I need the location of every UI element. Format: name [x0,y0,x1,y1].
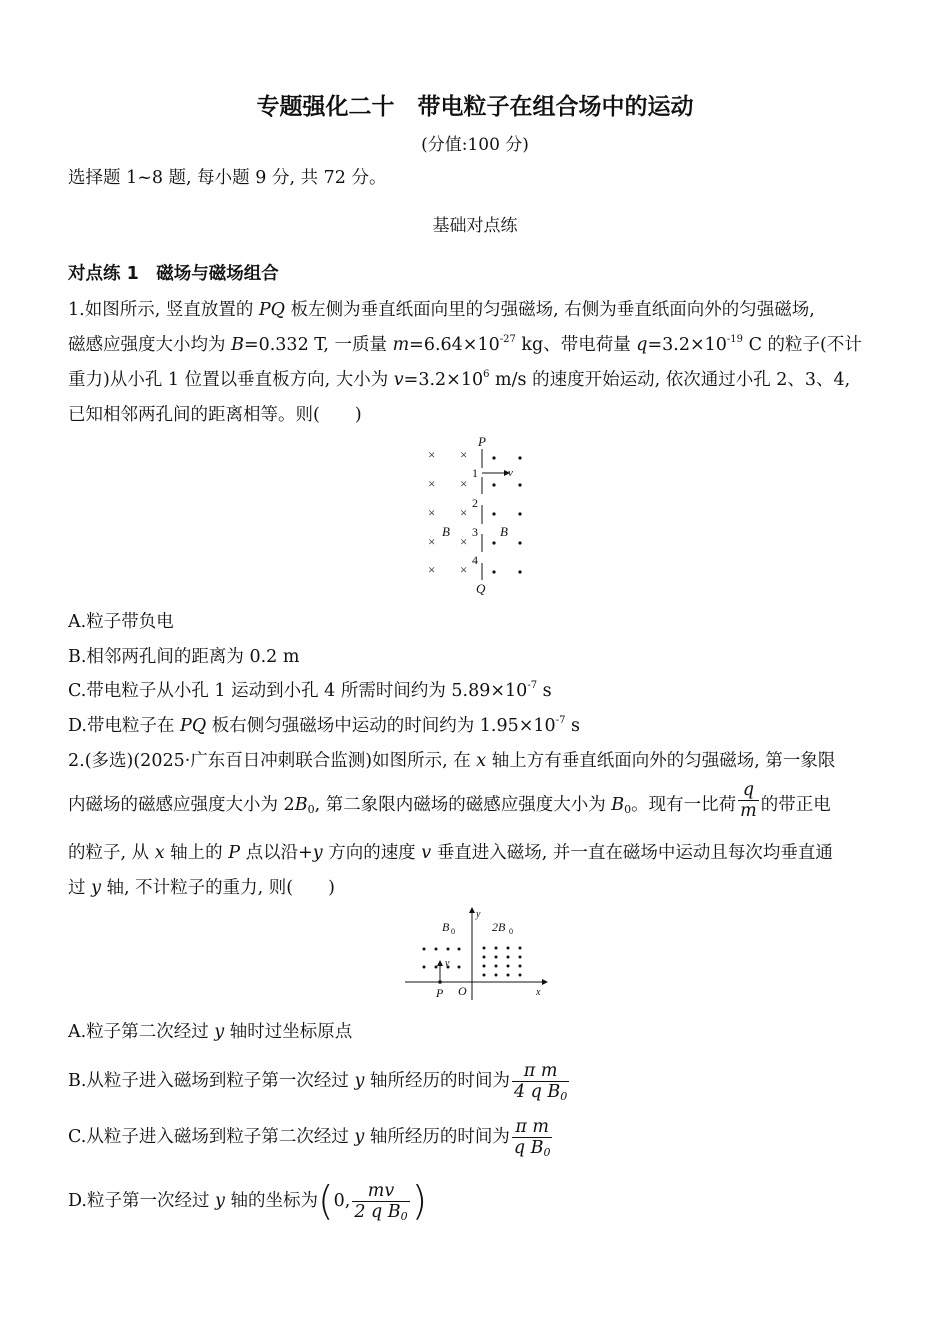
label-B0: B [442,920,450,934]
hole-label-3: 3 [472,525,478,539]
q1-option-d: D.带电粒子在 PQ 板右侧匀强磁场中运动的时间约为 $1.95\times 10^{-7}$ s [68,715,580,736]
dot-mark [519,947,522,950]
q2-option-b: B.从粒子进入磁场到粒子第一次经过 y 轴所经历的时间为 $\frac{\text{π m}}{4 q B_0}$ [68,1061,568,1103]
cross-mark: × [428,447,436,462]
q1-option-a: A.粒子带负电 [68,612,174,632]
practice-heading: 对点练 1 磁场与磁场组合 [68,264,279,284]
cross-mark: × [460,447,468,462]
q1-line2: 磁感应强度大小均为 B=0.332 T, 一质量 $m=6.64\times 10^{-27}$ kg、带电荷量 $q=3.2\times 10^{-19}$ C 的粒子(不计 [68,334,862,355]
q2-line1: 2.(多选)(2025·广东百日冲刺联合监测)如图所示, 在 x 轴上方有垂直纸面向外的匀强磁场, 第一象限 [68,751,836,771]
dot-mark [518,570,521,573]
dot-mark [518,483,521,486]
cross-mark: × [460,505,468,520]
q2-figure [400,905,550,1005]
dot-mark [483,965,486,968]
dot-mark [507,947,510,950]
dot-mark [435,948,438,951]
y-arrowhead [469,907,475,913]
hole-label-2: 2 [472,496,478,510]
hole-label-4: 4 [472,553,478,567]
cross-mark: × [428,534,436,549]
label-v: v [445,958,450,969]
dot-mark [423,966,426,969]
label-P: P [478,434,486,449]
dot-mark [519,965,522,968]
q2-line4: 过 y 轴, 不计粒子的重力, 则( ) [68,878,335,898]
dot-mark [483,974,486,977]
label-B-left: B [442,524,450,539]
dot-mark [458,966,461,969]
section-heading: 基础对点练 [432,216,518,236]
label-B-right: B [500,524,508,539]
label-v: v [508,467,513,479]
point-P [438,980,442,984]
label-Q: Q [476,581,486,596]
dot-mark [435,966,438,969]
dot-mark [519,956,522,959]
dot-mark [492,483,495,486]
dot-mark [492,456,495,459]
dot-mark [492,512,495,515]
dot-mark [507,956,510,959]
q2-option-a: A.粒子第二次经过 y 轴时过坐标原点 [68,1022,353,1042]
dot-mark [495,947,498,950]
q1-line1: 1.如图所示, 竖直放置的 PQ 板左侧为垂直纸面向里的匀强磁场, 右侧为垂直纸面向外的匀强磁场, [68,300,815,320]
label-y: y [476,909,481,920]
q1-option-c: C.带电粒子从小孔 1 运动到小孔 4 所需时间约为 $5.89\times 10^{-7}$ s [68,680,552,701]
q1-option-b: B.相邻两孔间的距离为 0.2 m [68,647,300,667]
q2-line3: 的粒子, 从 x 轴上的 P 点以沿+y 方向的速度 v 垂直进入磁场, 并一直在磁场中运动且每次均垂直通 [68,843,833,863]
dot-mark [507,965,510,968]
label-P: P [436,986,444,1000]
cross-mark: × [460,562,468,577]
dot-mark [458,948,461,951]
dot-mark [519,974,522,977]
dot-mark [495,956,498,959]
q1-line4: 已知相邻两孔间的距离相等。则( ) [68,405,362,425]
dot-mark [423,948,426,951]
x-arrowhead [542,979,548,985]
q1-figure [418,432,538,597]
dot-mark [492,541,495,544]
label-O: O [458,984,467,998]
cross-mark: × [460,534,468,549]
dot-mark [495,974,498,977]
dot-mark [483,947,486,950]
hole-label-1: 1 [472,466,478,480]
cross-mark: × [460,476,468,491]
dot-mark [483,956,486,959]
dot-mark [492,570,495,573]
q2-line2: 内磁场的磁感应强度大小为 $2B_0$, 第二象限内磁场的磁感应强度大小为 $B_0$。现有一比荷 $\frac{q}{m}$ 的带正电 [68,780,831,821]
dot-mark [507,974,510,977]
cross-mark: × [428,505,436,520]
label-2B0: 2B [492,920,506,934]
dot-mark [518,512,521,515]
cross-mark: × [428,476,436,491]
q2-option-c: C.从粒子进入磁场到粒子第二次经过 y 轴所经历的时间为 $\frac{\text{π m}}{q B_0}$ [68,1117,551,1159]
page-title: 专题强化二十 带电粒子在组合场中的运动 [256,94,694,120]
dot-mark [518,541,521,544]
dot-mark [447,948,450,951]
score-note: (分值:100 分) [421,135,529,155]
cross-mark: × [428,562,436,577]
velocity-arrowhead [437,960,443,966]
label-2B0-sub: 0 [509,927,513,936]
instruction: 选择题 1~8 题, 每小题 9 分, 共 72 分。 [68,168,387,188]
label-x: x [536,987,541,998]
q1-line3: 重力)从小孔 1 位置以垂直板方向, 大小为 $v=3.2\times 10^6$ m/s 的速度开始运动, 依次通过小孔 2、3、4, [68,369,851,390]
q2-option-d: D.粒子第一次经过 y 轴的坐标为(0, $\frac{mv}{2 q B_0}$ ) [68,1178,428,1225]
label-B0-sub: 0 [451,927,455,936]
dot-mark [518,456,521,459]
dot-mark [495,965,498,968]
